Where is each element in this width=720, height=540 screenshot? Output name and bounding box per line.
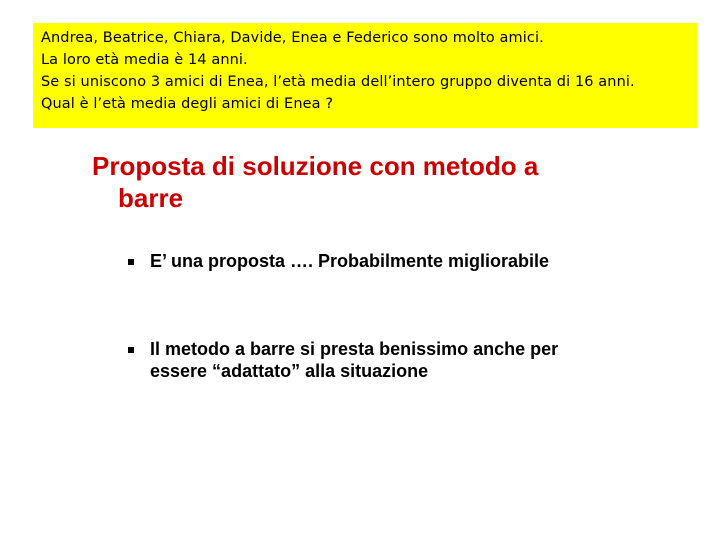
bullet-square-icon	[128, 347, 134, 353]
bullet-item-2	[128, 338, 688, 382]
problem-line-4: Qual è l’età media degli amici di Enea ?	[41, 96, 334, 112]
problem-line-3: Se si uniscono 3 amici di Enea, l’età media dell’intero gruppo diventa di 16 anni.	[41, 74, 635, 90]
slide-title-line-2: barre	[118, 183, 184, 213]
bullet-text-1	[150, 250, 688, 272]
bullet-text-2	[150, 338, 688, 382]
problem-line-2: La loro età media è 14 anni.	[41, 52, 248, 68]
bullet-item-1	[128, 250, 688, 338]
slide-title	[92, 150, 652, 214]
bullet-2-line-1: Il metodo a barre si presta benissimo anche per	[150, 339, 559, 359]
bullet-list	[128, 250, 688, 382]
bullet-1-line-1: E’ una proposta …. Probabilmente migliorabile	[150, 251, 550, 271]
slide-title-line-1: Proposta di soluzione con metodo a	[92, 151, 539, 181]
bullet-2-line-2: essere “adattato” alla situazione	[150, 361, 429, 381]
problem-line-1: Andrea, Beatrice, Chiara, Davide, Enea e Federico sono molto amici.	[41, 30, 544, 46]
problem-statement-box	[33, 23, 697, 128]
bullet-square-icon	[128, 259, 134, 265]
